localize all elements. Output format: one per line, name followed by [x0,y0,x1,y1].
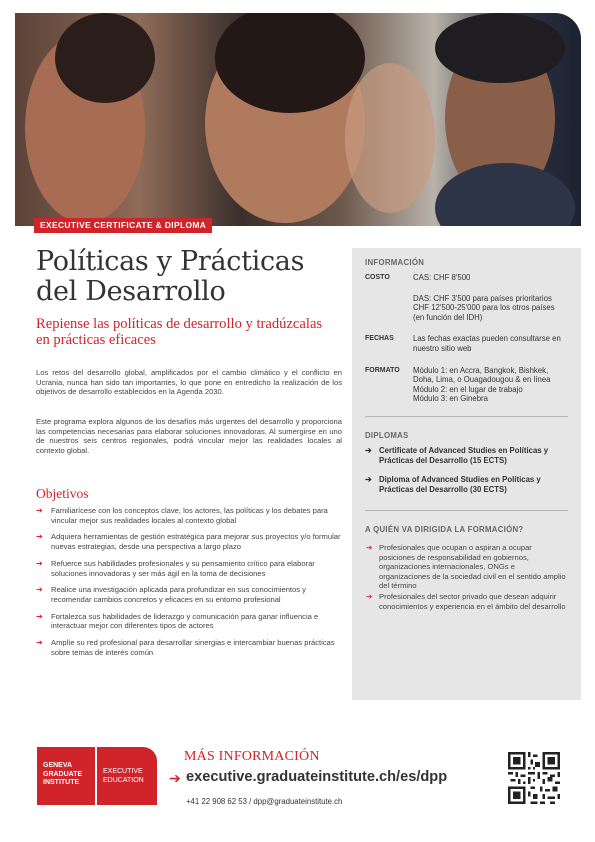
objectives-list [36,506,342,657]
audience-heading: A QUIÉN VA DIRIGIDA LA FORMACIÓN? [365,524,524,534]
arrow-icon: ➔ [366,542,373,552]
arrow-icon: ➔ [36,532,43,542]
format-label: FORMATO [365,366,400,374]
institute-logo: GENEVA GRADUATE INSTITUTE [37,747,95,805]
diploma-item: ➔ Diploma of Advanced Studies en Políticas y Prácticas del Desarrollo (30 ECTS) [365,474,541,494]
objective-item: ➔ Realice una investigación aplicada para profundizar en sus conocimientos y recomendar cambios concretos y eficaces en su entorno profesional [36,585,306,604]
arrow-icon: ➔ [36,585,43,595]
format-module-2: Módulo 2: en el lugar de trabajo [413,384,523,394]
divider [365,510,568,511]
objective-item: ➔ Adquiera herramientas de gestión estratégica para mejorar sus proyectos y/o formular nuevas estrategias, desde una perspectiva a largo plazo [36,532,341,552]
arrow-icon: ➔ [36,558,43,568]
program-paragraph: Este programa explora algunos de los desafíos más urgentes del desarrollo y proporciona las competencias necesarias para elaborar soluciones innovadoras. Al sumergirse en uno de nuestros seis centros regionales, podrá vincular mejor las realidades locales al contexto global. [36,417,342,455]
program-type-banner: EXECUTIVE CERTIFICATE & DIPLOMA [34,218,212,233]
title-line-2: del Desarrollo [36,276,226,307]
arrow-icon: ➔ [365,445,372,455]
dates-row [365,334,568,353]
info-box [352,248,581,700]
website-link[interactable]: executive.graduateinstitute.ch/es/dpp [186,769,448,785]
objectives-heading: Objetivos [36,486,89,501]
audience-item: ➔ Profesionales que ocupan o aspiran a ocupar posiciones de responsabilidad en gobiernos, organizaciones internacionales, ONGs e organizaciones de la sociedad civil en el sentido amplio del término [366,542,566,591]
title-line-1: Políticas y Prácticas [36,246,305,277]
cost-das: DAS: CHF 3'500 para países prioritarios CHF 12'500-25'000 para los otros países (en función del IDH) [413,293,555,322]
info-heading: INFORMACIÓN [365,258,425,267]
arrow-icon: ➔ [365,474,372,484]
subtitle: Repiense las políticas de desarrollo y tradúzcalas en prácticas eficaces [36,316,323,348]
objective-item: ➔ Refuerce sus habilidades profesionales y su pensamiento crítico para elaborar soluciones innovadoras y ser más ágil en la toma de decisiones [36,558,315,578]
arrow-icon: ➔ [36,506,43,515]
arrow-icon: ➔ [36,638,43,648]
dates-label: FECHAS [365,335,394,343]
qr-code-icon[interactable] [508,752,560,804]
format-module-1: Módulo 1: en Accra, Bangkok, Bishkek, Doha, Lima, o Ouagadougou & en línea [413,365,551,385]
intro-paragraph: Los retos del desarrollo global, amplificados por el cambio climático y el conflicto en Ucrania, nunca han sido tan importantes, lo que pone en entredicho la realización de los objetivos de desarrollo establecidos en la Agenda 2030. [36,368,342,397]
cost-label: COSTO [365,274,390,281]
executive-education-logo: EXECUTIVE EDUCATION [97,747,157,805]
objective-item: ➔ Amplíe su red profesional para desarrollar sinergias e intercambiar buenas prácticas sobre temas de interés común [36,638,335,657]
arrow-icon: ➔ [366,591,373,601]
cost-row [365,273,568,322]
page-title [36,247,336,307]
arrow-icon: ➔ [36,611,43,621]
diplomas-heading: DIPLOMAS [365,430,409,440]
objective-item: ➔ Fortalezca sus habilidades de liderazgo y comunicación para ganar influencia e interactuar mejor con diferentes tipos de actores [36,611,319,631]
diploma-item: ➔ Certificate of Advanced Studies en Políticas y Prácticas del Desarrollo (15 ECTS) [365,445,549,465]
dates-value: Las fechas exactas pueden consultarse en nuestro sitio web [413,334,561,353]
arrow-icon: ➔ [169,770,181,786]
cost-cas: CAS: CHF 8'500 [413,273,471,282]
objective-item: ➔ Familiarícese con los conceptos clave, los actores, las políticas y los debates para vincular mejor sus realidades locales al contexto global [36,506,328,525]
divider [365,416,568,417]
hero-photo [15,13,581,226]
more-info-heading: MÁS INFORMACIÓN [184,749,320,764]
contact-info: +41 22 908 62 53 / dpp@graduateinstitute.ch [186,797,343,806]
format-row [365,366,568,404]
audience-item: ➔ Profesionales del sector privado que desean adquirir conocimientos y experiencia en el ámbito del desarrollo [366,591,566,611]
format-module-3: Módulo 3: en Ginebra [413,394,488,404]
